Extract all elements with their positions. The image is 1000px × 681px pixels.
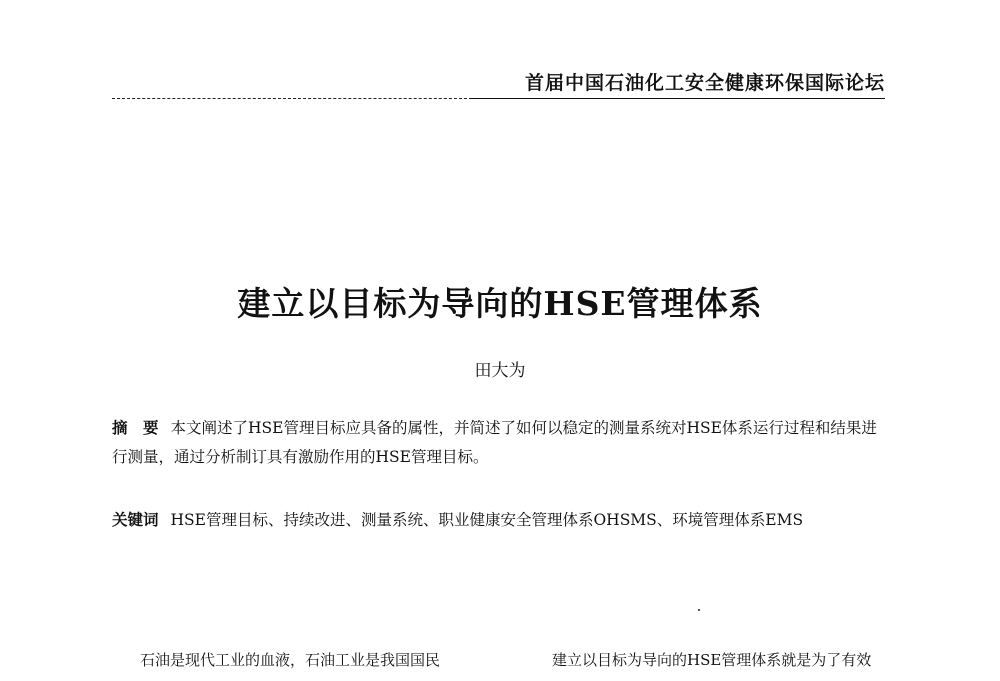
header-rule-dashed	[112, 98, 472, 99]
keywords	[112, 506, 887, 535]
keywords-label: 关键词	[112, 511, 159, 529]
conference-header: 首届中国石油化工安全健康环保国际论坛	[524, 72, 885, 94]
scan-speck	[698, 609, 700, 611]
paper-author: 田大为	[474, 361, 526, 381]
abstract	[112, 414, 887, 472]
body-left-column-line: 石油是现代工业的血液，石油工业是我国国民	[140, 651, 441, 669]
keywords-text: HSE管理目标、持续改进、测量系统、职业健康安全管理体系OHSMS、环境管理体系EMS	[170, 511, 804, 529]
abstract-text: 本文阐述了HSE管理目标应具备的属性，并简述了如何以稳定的测量系统对HSE体系运行过程和结果进行测量，通过分析制订具有激励作用的HSE管理目标。	[112, 419, 877, 466]
paper-title: 建立以目标为导向的HSE管理体系	[237, 284, 763, 323]
header-rule	[470, 98, 885, 99]
abstract-label: 摘 要	[112, 419, 159, 437]
body-right-column-line: 建立以目标为导向的HSE管理体系就是为了有效	[552, 651, 872, 669]
